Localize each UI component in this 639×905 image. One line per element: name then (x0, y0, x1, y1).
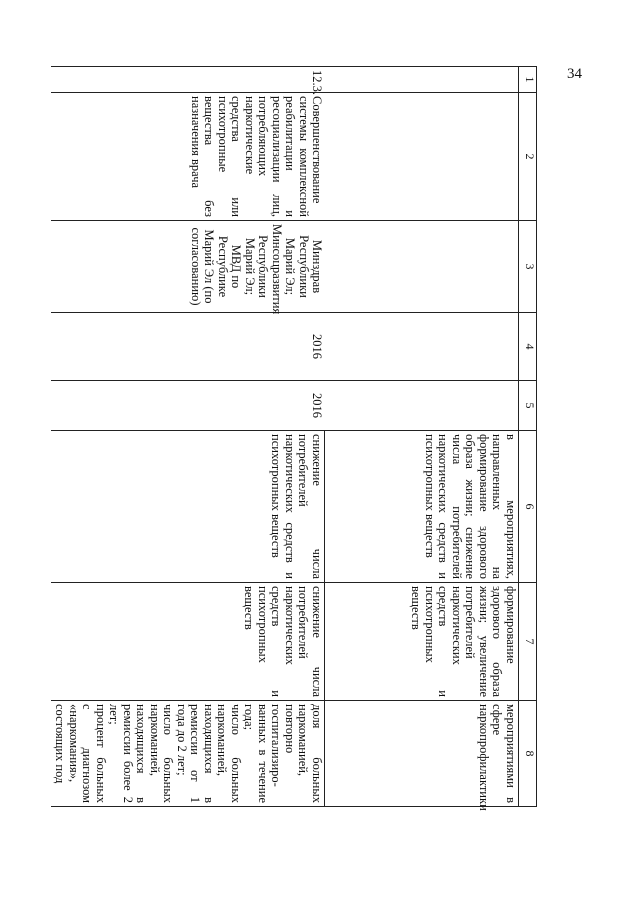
row-consequence: снижение числа потребителей наркотических средств и психотропных веществ (51, 583, 325, 701)
cont-result-cell: в мероприятиях, направленных на формирование здорового образа жизни; снижение числа потребителей наркотических средств и психотропных веществ (325, 431, 519, 583)
cont-consequence-cell: формирование здорового образа жизни; увеличение потребителей наркотических средств и психотропных веществ (325, 583, 519, 701)
row-indicators: доля больных наркоманией, повторно госпитализиро-ванных в течение года; число больных наркоманией, находящихся в ремиссии от 1 года до 2 лет; число больных наркоманией, находящихся в ремиссии более 2 лет; процент больных с диагнозом «наркомания», состоящих под (51, 701, 325, 807)
row-number: 12.3. (51, 67, 325, 93)
cont-start-cell (325, 313, 519, 381)
row-result: снижение числа потребителей наркотических средств и психотропных веществ (51, 431, 325, 583)
header-col-6: 6 (519, 431, 537, 583)
cont-title-cell (325, 93, 519, 221)
row-executors: Минздрав Республики Марий Эл; Минсоцразвития Республики Марий Эл; МВД по Республике Марий Эл (по согласованию) (51, 221, 325, 313)
row-12-3 (51, 67, 325, 807)
cont-num-cell (325, 67, 519, 93)
row-start-year: 2016 (51, 313, 325, 381)
header-col-1: 1 (519, 67, 537, 93)
continuation-row (325, 67, 519, 807)
header-col-3: 3 (519, 221, 537, 313)
cont-indicator-cell: мероприятиями в сфере наркопрофилактики (325, 701, 519, 807)
header-row (519, 67, 537, 807)
header-col-4: 4 (519, 313, 537, 381)
header-col-5: 5 (519, 381, 537, 431)
header-col-8: 8 (519, 701, 537, 807)
rotated-table-sheet (53, 66, 537, 811)
program-table (51, 66, 537, 811)
row-end-year: 2016 (51, 381, 325, 431)
header-col-7: 7 (519, 583, 537, 701)
header-col-2: 2 (519, 93, 537, 221)
row-title: Совершенствование системы комплексной реабилитации и ресоциализации лиц, потребляющих наркотические средства или психотропные вещества без назначения врача (51, 93, 325, 221)
cont-executors-cell (325, 221, 519, 313)
page-number: 34 (567, 66, 582, 82)
cont-end-cell (325, 381, 519, 431)
